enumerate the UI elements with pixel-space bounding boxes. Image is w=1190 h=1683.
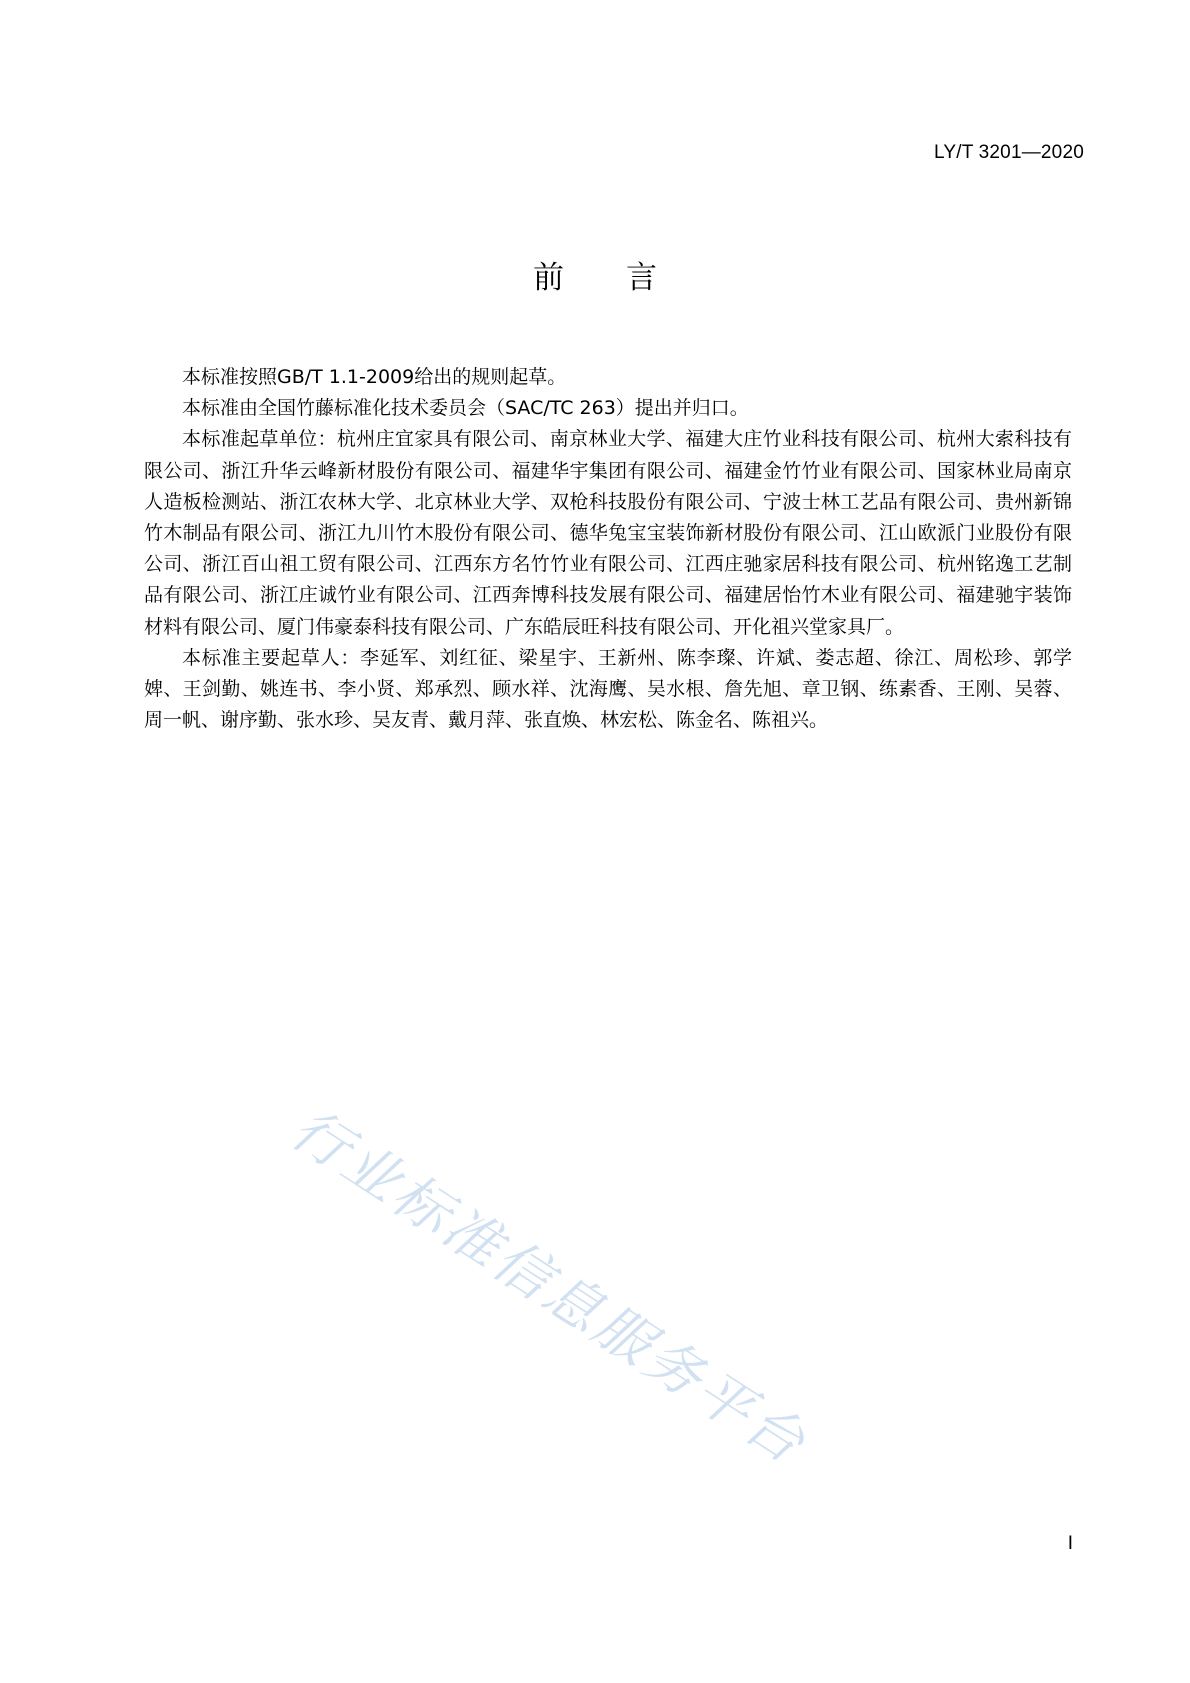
paragraph-drafting-units: 本标准起草单位：杭州庄宜家具有限公司、南京林业大学、福建大庄竹业科技有限公司、杭州大索科技有限公司、浙江升华云峰新材股份有限公司、福建华宇集团有限公司、福建金竹竹业有限公司、国家林业局南京人造板检测站、浙江农林大学、北京林业大学、双枪科技股份有限公司、宁波士林工艺品有限公司、贵州新锦竹木制品有限公司、浙江九川竹木股份有限公司、德华兔宝宝装饰新材股份有限公司、江山欧派门业股份有限公司、浙江百山祖工贸有限公司、江西东方名竹竹业有限公司、江西庄驰家居科技有限公司、杭州铭逸工艺制品有限公司、浙江庄诚竹业有限公司、江西奔博科技发展有限公司、福建居怡竹木业有限公司、福建驰宇装饰材料有限公司、厦门伟豪泰科技有限公司、广东皓辰旺科技有限公司、开化祖兴堂家具厂。 (144, 428, 1072, 638)
paragraph-drafters: 本标准主要起草人：李延军、刘红征、梁星宇、王新州、陈李璨、许斌、娄志超、徐江、周松珍、郭学婢、王剑勤、姚连书、李小贤、郑承烈、顾水祥、沈海鹰、吴水根、詹先旭、章卫钢、练素香、王刚、吴蓉、周一帆、谢序勤、张水珍、吴友青、戴月萍、张直焕、林宏松、陈金名、陈祖兴。 (144, 646, 1072, 732)
document-body (144, 362, 1072, 736)
watermark: 行业标准信息服务平台 (279, 1096, 819, 1478)
standard-code: LY/T 3201—2020 (934, 142, 1084, 163)
page-number: I (1067, 1533, 1073, 1554)
paragraph-committee: 本标准由全国竹藤标准化技术委员会（SAC/TC 263）提出并归口。 (182, 397, 749, 420)
paragraph-drafting-rules: 本标准按照GB/T 1.1-2009给出的规则起草。 (182, 366, 567, 388)
page-title: 前言 (533, 260, 719, 296)
